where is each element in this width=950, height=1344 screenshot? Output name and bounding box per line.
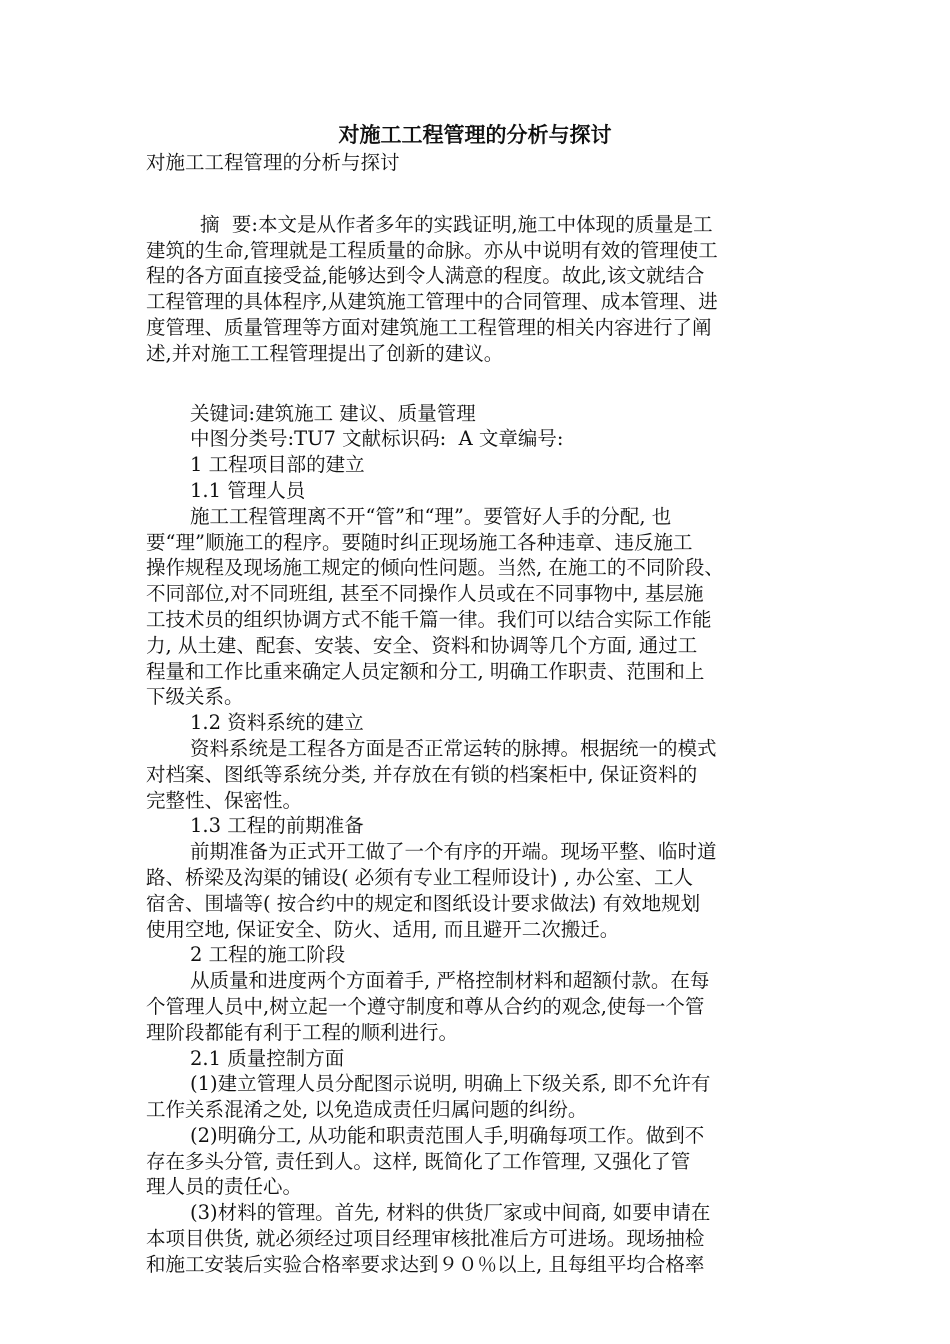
- keywords: 关键词:建筑施工 建议、质量管理: [190, 401, 476, 425]
- paragraph-line: (1)建立管理人员分配图示说明, 明确上下级关系, 即不允许有: [190, 1072, 711, 1096]
- paragraph-management-staff: [146, 504, 804, 710]
- document-subtitle: 对施工工程管理的分析与探讨: [146, 151, 400, 174]
- abstract-line: 工程管理的具体程序,从建筑施工管理中的合同管理、成本管理、进: [146, 290, 718, 314]
- list-item: [146, 1071, 804, 1123]
- abstract: [146, 212, 804, 367]
- paragraph-line: 理阶段都能有利于工程的顺利进行。: [146, 1020, 459, 1044]
- abstract-line: 建筑的生命,管理就是工程质量的命脉。亦从中说明有效的管理使工: [146, 238, 718, 262]
- paragraph-construction-stage: [146, 968, 804, 1045]
- list-item: [146, 1200, 804, 1277]
- paragraph-line: 不同部位,对不同班组, 甚至不同操作人员或在不同事物中, 基层施: [146, 582, 704, 606]
- paragraph-line: 理人员的责任心。: [146, 1175, 303, 1199]
- classification: 中图分类号:TU7 文献标识码: A 文章编号:: [190, 427, 564, 451]
- paragraph-line: 操作规程及现场施工规定的倾向性问题。当然, 在施工的不同阶段、: [146, 556, 724, 580]
- paragraph-line: 程量和工作比重来确定人员定额和分工, 明确工作职责、范围和上: [146, 659, 705, 683]
- paragraph-line: 对档案、图纸等系统分类, 并存放在有锁的档案柜中, 保证资料的: [146, 762, 698, 786]
- abstract-line: 度管理、质量管理等方面对建筑施工工程管理的相关内容进行了阐: [146, 315, 712, 339]
- abstract-line: 程的各方面直接受益,能够达到令人满意的程度。故此,该文就结合: [146, 264, 705, 288]
- paragraph-line: 下级关系。: [146, 685, 244, 709]
- list-item: [146, 1123, 804, 1200]
- paragraph-line: 使用空地, 保证安全、防火、适用, 而且避开二次搬迁。: [146, 917, 620, 941]
- paragraph-line: 资料系统是工程各方面是否正常运转的脉搏。根据统一的模式: [190, 736, 717, 760]
- abstract-line: 摘 要:本文是从作者多年的实践证明,施工中体现的质量是工: [200, 212, 713, 236]
- document-body: [146, 150, 804, 1278]
- paragraph-line: (3)材料的管理。首先, 材料的供货厂家或中间商, 如要申请在: [190, 1201, 711, 1225]
- paragraph-line: 个管理人员中,树立起一个遵守制度和尊从合约的观念,使每一个管: [146, 994, 705, 1018]
- abstract-line: 述,并对施工工程管理提出了创新的建议。: [146, 341, 504, 365]
- paragraph-line: 存在多头分管, 责任到人。这样, 既简化了工作管理, 又强化了管: [146, 1149, 691, 1173]
- paragraph-preparation: [146, 839, 804, 942]
- paragraph-line: 宿舍、围墙等( 按合约中的规定和图纸设计要求做法) 有效地规划: [146, 891, 701, 915]
- paragraph-line: 从质量和进度两个方面着手, 严格控制材料和超额付款。在每: [190, 969, 710, 993]
- paragraph-line: 要“理”顺施工的程序。要随时纠正现场施工各种违章、违反施工: [146, 530, 693, 554]
- paragraph-line: 力, 从土建、配套、安装、安全、资料和协调等几个方面, 通过工: [146, 633, 698, 657]
- paragraph-line: 完整性、保密性。: [146, 788, 303, 812]
- paragraph-line: 工作关系混淆之处, 以免造成责任归属问题的纠纷。: [146, 1098, 588, 1122]
- paragraph-line: 前期准备为正式开工做了一个有序的开端。现场平整、临时道: [190, 840, 717, 864]
- paragraph-line: (2)明确分工, 从功能和职责范围人手,明确每项工作。做到不: [190, 1123, 705, 1147]
- paragraph-line: 施工工程管理离不开“管”和“理”。要管好人手的分配, 也: [190, 504, 672, 528]
- paragraph-line: 和施工安装后实验合格率要求达到９０％以上, 且每组平均合格率: [146, 1252, 705, 1276]
- document-title: 对施工工程管理的分析与探讨: [338, 123, 612, 147]
- subsection-heading: 1.2 资料系统的建立: [190, 711, 364, 735]
- subsection-heading: 1.3 工程的前期准备: [190, 814, 364, 838]
- subsection-heading: 1.1 管理人员: [190, 478, 306, 502]
- paragraph-records-system: [146, 736, 804, 813]
- paragraph-line: 路、桥梁及沟渠的铺设( 必须有专业工程师设计) , 办公室、工人: [146, 865, 694, 889]
- section-heading: 2 工程的施工阶段: [190, 943, 346, 967]
- paragraph-line: 本项目供货, 就必须经过项目经理审核批准后方可进场。现场抽检: [146, 1227, 705, 1251]
- subsection-heading: 2.1 质量控制方面: [190, 1046, 345, 1070]
- paragraph-line: 工技术员的组织协调方式不能千篇一律。我们可以结合实际工作能: [146, 607, 712, 631]
- section-heading: 1 工程项目部的建立: [190, 453, 365, 477]
